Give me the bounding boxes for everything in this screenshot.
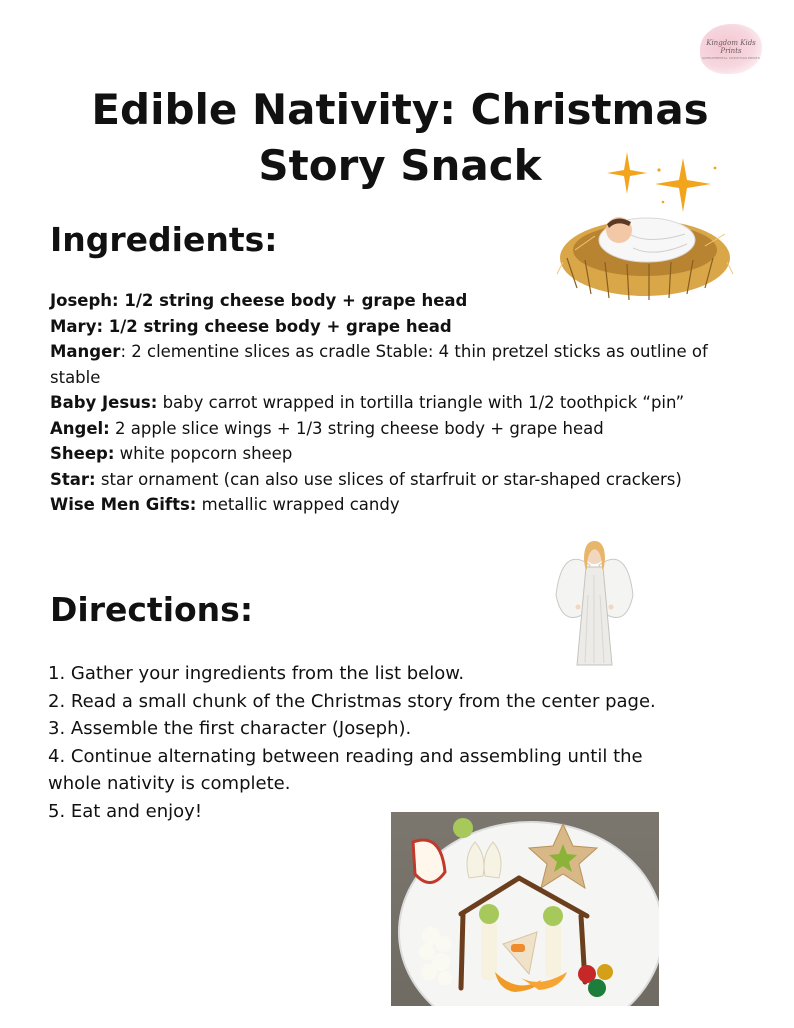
- ingredient-text: star ornament (can also use slices of starfruit or star-shaped crackers): [95, 469, 682, 489]
- list-item: [50, 390, 710, 416]
- logo-subtext: SUPPLEMENTAL CHRISTIAN PRINTS: [701, 55, 761, 60]
- brand-logo: [700, 24, 762, 74]
- ingredient-label: Wise Men Gifts:: [50, 495, 197, 514]
- baby-jesus-icon: [599, 217, 695, 262]
- list-item: [50, 314, 710, 340]
- ingredient-label: Baby Jesus:: [50, 393, 158, 412]
- edible-nativity-photo: [391, 812, 659, 1006]
- list-item: [50, 288, 710, 314]
- ingredient-text: metallic wrapped candy: [196, 495, 400, 514]
- ingredients-heading: Ingredients:: [50, 220, 278, 259]
- logo-text: Kingdom Kids Prints: [706, 38, 756, 55]
- ingredient-text: 2 apple slice wings + 1/3 string cheese body + grape head: [109, 418, 604, 438]
- star-icon: [607, 152, 647, 194]
- angel-hand: [609, 605, 614, 610]
- list-item: [50, 339, 710, 390]
- direction-step: 5. Eat and enjoy!: [48, 800, 203, 822]
- direction-step: 4. Continue alternating between reading and assembling until the whole nativity is complete.: [48, 745, 643, 794]
- sparkle-icon: [714, 167, 717, 170]
- ingredient-label: Sheep:: [50, 444, 115, 463]
- sparkle-icon: [657, 168, 660, 171]
- direction-step: 3. Assemble the first character (Joseph).: [48, 718, 412, 739]
- list-item: [50, 441, 710, 467]
- ingredient-label: Angel:: [50, 418, 110, 438]
- ingredient-label: Joseph: 1/2 string cheese body + grape head: [50, 291, 468, 310]
- list-item: [50, 492, 710, 518]
- title-line-1: Edible Nativity: Christmas: [91, 85, 709, 134]
- ingredient-label: Manger: [50, 342, 121, 361]
- list-item: [50, 416, 710, 442]
- directions-heading: Directions:: [50, 590, 254, 629]
- direction-step: 1. Gather your ingredients from the list below.: [48, 663, 465, 684]
- manger-illustration: [555, 150, 735, 310]
- direction-step: 2. Read a small chunk of the Christmas story from the center page.: [48, 690, 656, 712]
- ingredient-text: baby carrot wrapped in tortilla triangle with 1/2 toothpick “pin”: [157, 393, 685, 412]
- joseph-snack: [479, 904, 499, 980]
- star-icon: [655, 158, 711, 212]
- ingredient-label: Mary: 1/2 string cheese body + grape head: [50, 316, 452, 336]
- ingredient-text: : 2 clementine slices as cradle Stable: 4 thin pretzel sticks as outline of stable: [50, 342, 708, 387]
- title-line-2: Story Snack: [258, 141, 542, 190]
- angel-hand: [576, 605, 581, 610]
- ingredients-list: [50, 288, 710, 518]
- sparkle-icon: [662, 201, 665, 204]
- ingredient-label: Star:: [50, 469, 96, 489]
- mary-snack: [543, 906, 563, 978]
- directions-list: [48, 660, 698, 825]
- angel-illustration: [552, 535, 637, 670]
- list-item: [50, 467, 710, 493]
- ingredient-text: white popcorn sheep: [114, 444, 293, 463]
